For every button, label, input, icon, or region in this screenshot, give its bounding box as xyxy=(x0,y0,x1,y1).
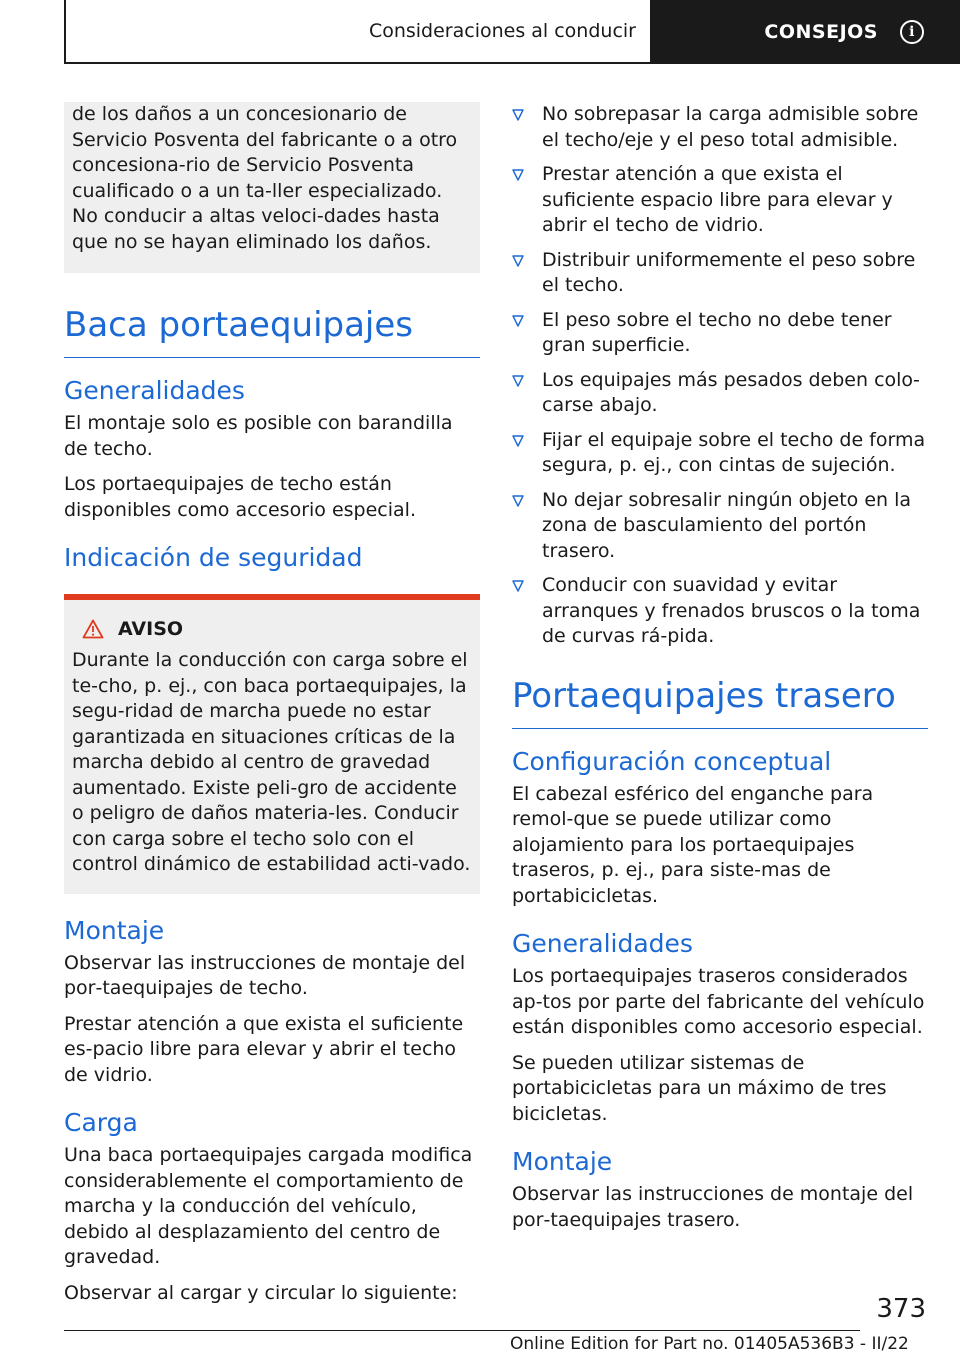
warning-text: Durante la conducción con carga sobre el te‐cho, p. ej., con baca portaequipajes, la segu‐ridad de marcha puede no estar garantizada en situaciones críticas de la marcha debido al centro de gravedad aumentado. Existe peli‐gro de accidente o peligro de daños materia‐les. Conducir con carga sobre el techo solo con el control dinámico de estabilidad acti‐vado. xyxy=(72,649,471,875)
subheading-carga: Carga xyxy=(64,1108,138,1137)
list-item xyxy=(512,368,928,419)
list-item xyxy=(512,248,928,299)
page-header xyxy=(64,0,960,64)
list-item-text: No sobrepasar la carga admisible sobre el techo/eje y el peso total admisible. xyxy=(542,103,919,151)
right-column xyxy=(512,102,928,1243)
page-number: 373 xyxy=(876,1294,926,1324)
warning-header xyxy=(72,618,472,640)
paragraph: Los portaequipajes traseros considerados ap‐tos por parte del fabricante del vehículo están disponibles como accesorio especial. xyxy=(512,965,925,1038)
paragraph: Los portaequipajes de techo están disponibles como accesorio especial. xyxy=(64,473,416,521)
triangle-bullet-icon xyxy=(512,580,524,592)
triangle-bullet-icon xyxy=(512,315,524,327)
subheading-generalidades: Generalidades xyxy=(64,376,245,405)
warning-triangle-icon xyxy=(82,619,104,639)
loading-rules-list xyxy=(512,102,928,650)
section-heading-portaequipajes-trasero: Portaequipajes trasero xyxy=(512,676,928,729)
list-item-text: Conducir con suavidad y evitar arranques y frenados bruscos o la toma de curvas rá‐pida. xyxy=(542,574,921,647)
continued-notice-box xyxy=(64,102,480,273)
list-item xyxy=(512,102,928,153)
edition-note: Online Edition for Part no. 01405A536B3 - II/22 xyxy=(510,1334,909,1354)
chapter-tab xyxy=(650,0,960,64)
subheading-montaje: Montaje xyxy=(512,1147,613,1176)
warning-box xyxy=(64,594,480,894)
triangle-bullet-icon xyxy=(512,255,524,267)
section-heading-baca: Baca portaequipajes xyxy=(64,305,480,358)
paragraph: Observar al cargar y circular lo siguiente: xyxy=(64,1281,458,1304)
subheading-generalidades: Generalidades xyxy=(512,929,693,958)
paragraph: Una baca portaequipajes cargada modifica considerablemente el comportamiento de marcha y la conducción del vehículo, debido al desplazamiento del centro de gravedad. xyxy=(64,1144,473,1268)
paragraph: El cabezal esférico del enganche para remol‐que se puede utilizar como alojamiento para los portaequipajes traseros, p. ej., para siste‐mas de portabicicletas. xyxy=(512,782,874,907)
list-item xyxy=(512,488,928,565)
list-item xyxy=(512,573,928,650)
paragraph: El montaje solo es posible con barandilla de techo. xyxy=(64,412,453,460)
triangle-bullet-icon xyxy=(512,109,524,121)
paragraph: Observar las instrucciones de montaje del por‐taequipajes trasero. xyxy=(512,1183,914,1231)
list-item-text: Distribuir uniformemente el peso sobre el techo. xyxy=(542,248,916,296)
triangle-bullet-icon xyxy=(512,169,524,181)
list-item xyxy=(512,428,928,479)
paragraph: Observar las instrucciones de montaje del por‐taequipajes de techo. xyxy=(64,951,466,999)
continued-notice-text: de los daños a un concesionario de Servicio Posventa del fabricante o a otro concesiona‐rio de Servicio Posventa cualificado o a un ta‐ller especializado. No conducir a altas veloci‐dades hasta que no se hayan eliminado los daños. xyxy=(72,103,458,253)
section-title: Consideraciones al conducir xyxy=(64,0,650,64)
triangle-bullet-icon xyxy=(512,375,524,387)
info-icon: i xyxy=(900,20,924,44)
list-item xyxy=(512,308,928,359)
left-column xyxy=(64,102,480,1316)
triangle-bullet-icon xyxy=(512,435,524,447)
footer-divider xyxy=(64,1330,860,1331)
subheading-configuracion: Configuración conceptual xyxy=(512,746,832,776)
paragraph: Se pueden utilizar sistemas de portabicicletas para un máximo de tres bicicletas. xyxy=(512,1051,887,1125)
paragraph: Prestar atención a que exista el suficiente es‐pacio libre para elevar y abrir el techo de vidrio. xyxy=(64,1012,464,1086)
list-item-text: Prestar atención a que exista el suficiente espacio libre para elevar y abrir el techo de vidrio. xyxy=(542,163,893,236)
chapter-title: CONSEJOS xyxy=(764,21,878,43)
list-item-text: Los equipajes más pesados deben colo‐carse abajo. xyxy=(542,368,920,416)
triangle-bullet-icon xyxy=(512,495,524,507)
subheading-seguridad: Indicación de seguridad xyxy=(64,543,363,572)
subheading-montaje: Montaje xyxy=(64,915,165,945)
warning-title: AVISO xyxy=(118,618,184,640)
list-item-text: El peso sobre el techo no debe tener gran superficie. xyxy=(542,308,892,356)
list-item-text: Fijar el equipaje sobre el techo de forma segura, p. ej., con cintas de sujeción. xyxy=(542,428,926,476)
list-item xyxy=(512,162,928,239)
list-item-text: No dejar sobresalir ningún objeto en la zona de basculamiento del portón trasero. xyxy=(542,488,912,562)
